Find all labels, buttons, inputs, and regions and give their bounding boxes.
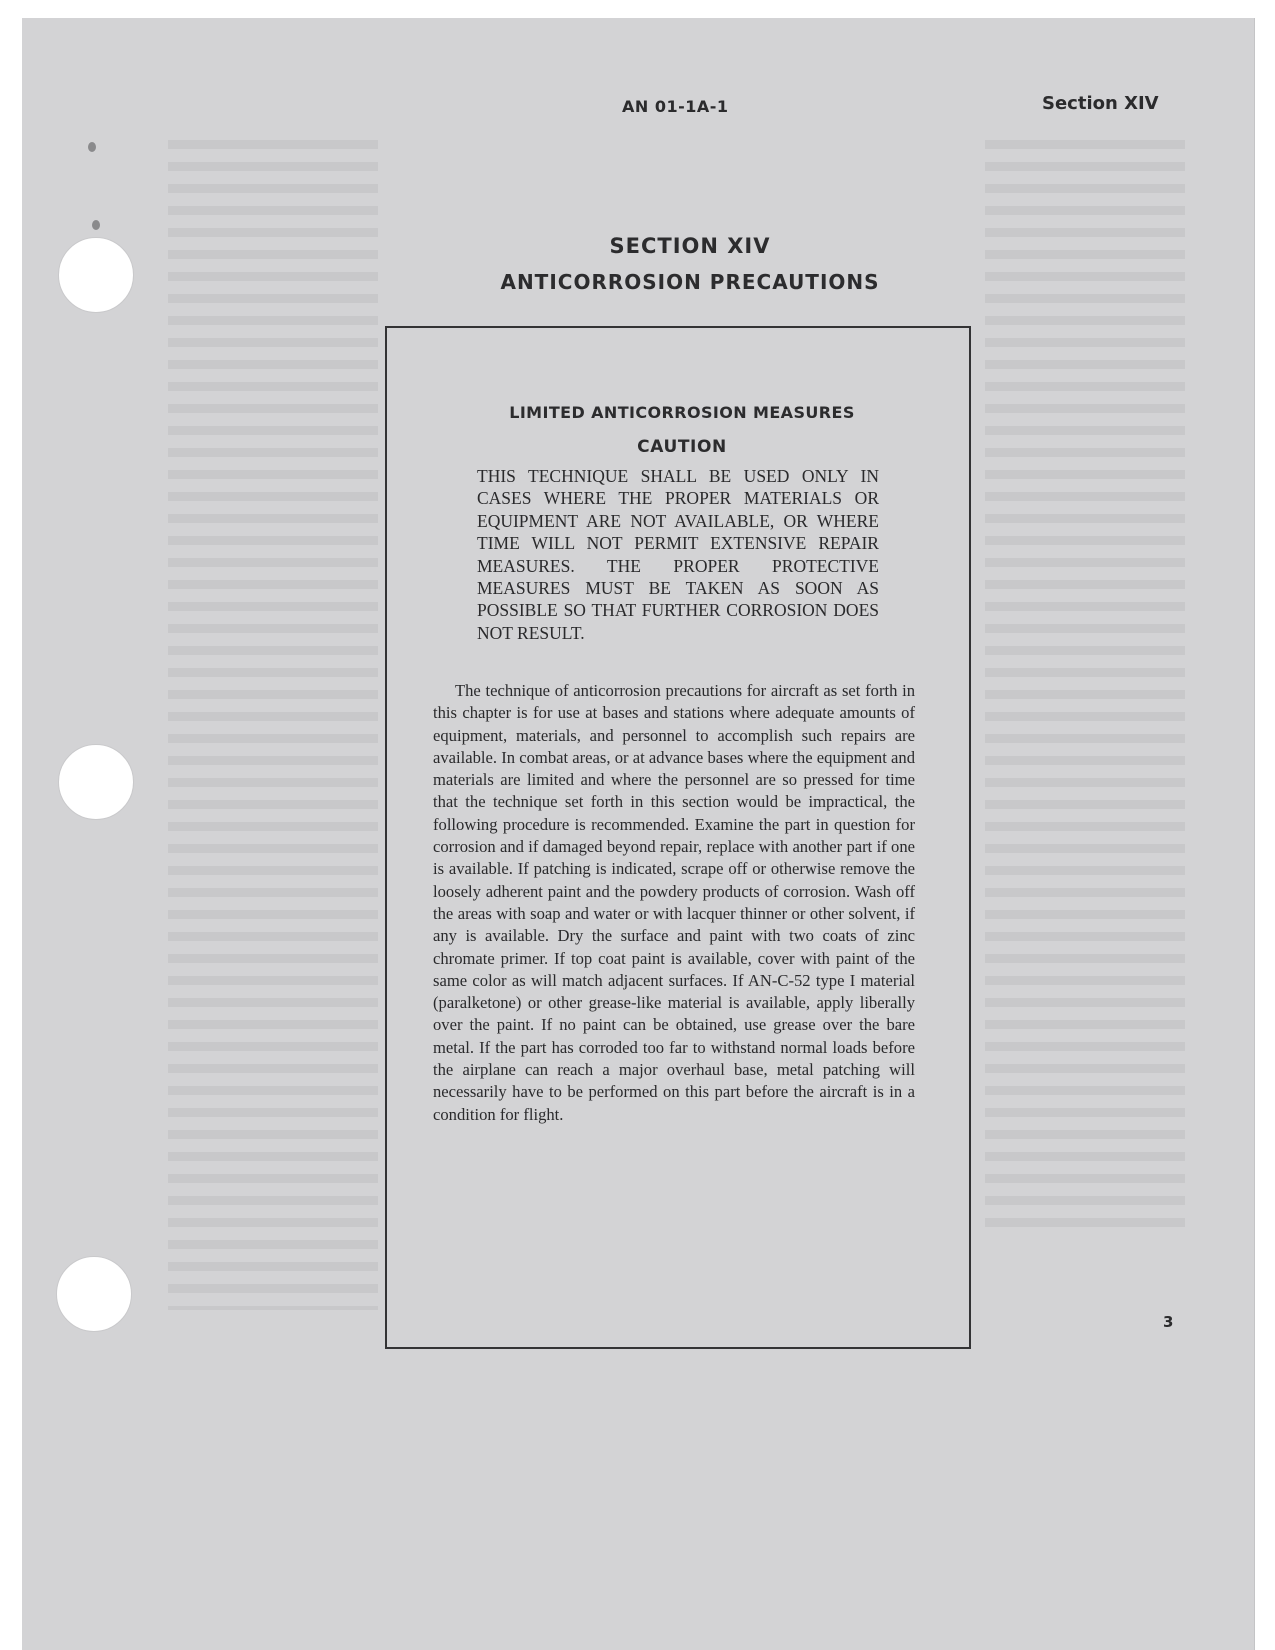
section-subtitle: ANTICORROSION PRECAUTIONS xyxy=(500,270,880,294)
binder-hole-bottom xyxy=(56,1256,132,1332)
caution-label: CAUTION xyxy=(637,437,727,457)
show-through-right-column xyxy=(985,140,1185,1240)
show-through-left-column xyxy=(168,140,378,1310)
notice-heading: LIMITED ANTICORROSION MEASURES xyxy=(509,403,855,422)
section-label: Section XIV xyxy=(1042,93,1159,114)
rivet-top xyxy=(88,142,96,152)
procedure-paragraph: The technique of anticorrosion precautions for aircraft as set forth in this chapter is for use at bases and stations where adequate amounts of equipment, materials, and personnel to accomplish such repairs are available. In combat areas, or at advance bases where the equipment and materials are limited and where the personnel are so pressed for time that the technique set forth in this section would be impractical, the following procedure is recommended. Examine the part in question for corrosion and if damaged beyond repair, replace with another part if one is available. If patching is indicated, scrape off or otherwise remove the loosely adherent paint and the powdery products of corrosion. Wash off the areas with soap and water or with lacquer thinner or other solvent, if any is available. Dry the surface and paint with two coats of zinc chromate primer. If top coat paint is available, cover with paint of the same color as will match adjacent surfaces. If AN-C-52 type I material (paralketone) or other grease-like material is available, apply liberally over the paint. If no paint can be obtained, use grease over the bare metal. If the part has corroded too far to withstand normal loads before the airplane can reach a major overhaul base, metal patching will necessarily have to be performed on this part before the aircraft is in a condition for flight. xyxy=(433,681,915,1124)
document-number: AN 01-1A-1 xyxy=(622,97,729,116)
section-title: SECTION XIV xyxy=(609,234,771,258)
rivet-upper xyxy=(92,220,100,230)
binder-hole-middle xyxy=(58,744,134,820)
caution-text: THIS TECHNIQUE SHALL BE USED ONLY IN CASES WHERE THE PROPER MATERIALS OR EQUIPMENT ARE NOT AVAILABLE, OR WHERE TIME WILL NOT PERMIT EXTENSIVE REPAIR MEASURES. THE PROPER PROTECTIVE MEASURES MUST BE TAKEN AS SOON AS POSSIBLE SO THAT FURTHER CORROSION DOES NOT RESULT. xyxy=(477,466,879,643)
binder-hole-top xyxy=(58,237,134,313)
page-number: 3 xyxy=(1163,1313,1174,1331)
